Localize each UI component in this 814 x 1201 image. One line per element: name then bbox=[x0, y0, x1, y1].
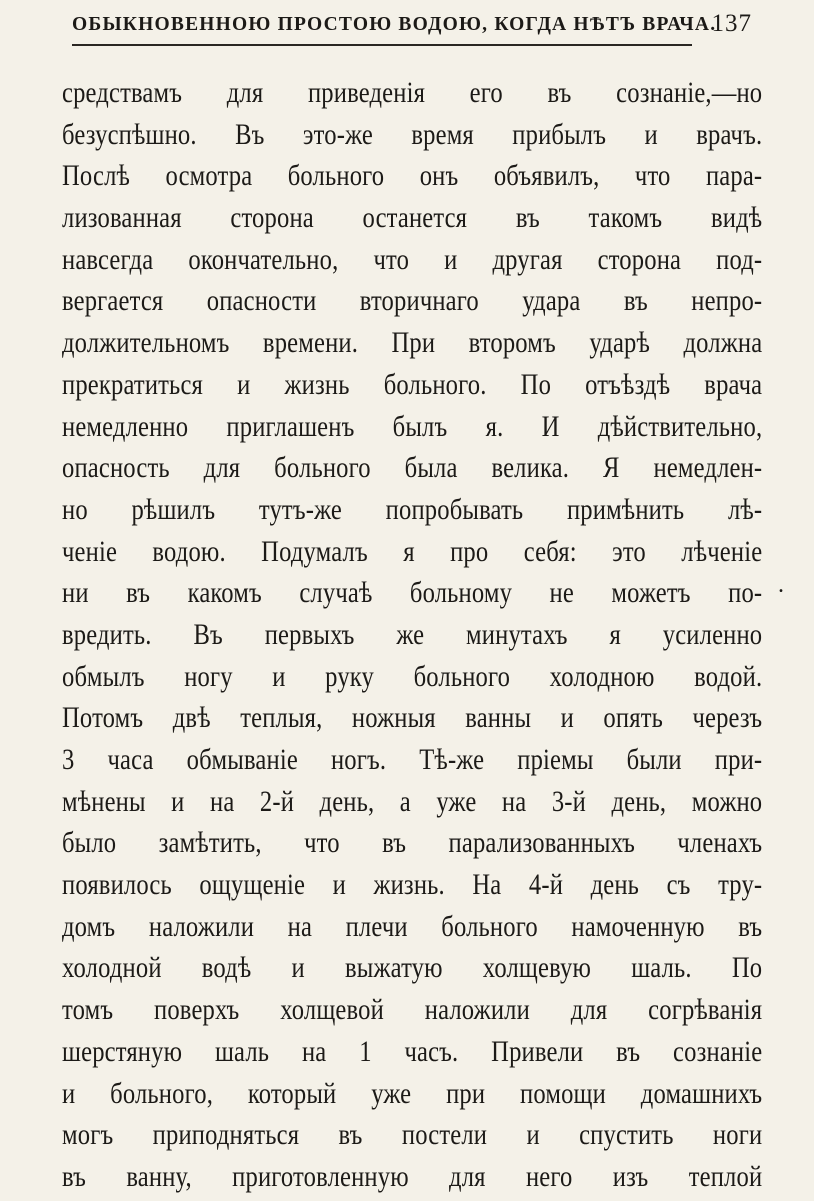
running-head bbox=[72, 10, 762, 44]
text-line: Потомъ двѣ теплыя, ножныя ванны и опять черезъ bbox=[62, 701, 763, 735]
text-line: холодной водѣ и выжатую холщевую шаль. По bbox=[62, 951, 763, 985]
text-line: Послѣ осмотра больного онъ объявилъ, что пара- bbox=[62, 159, 763, 193]
text-line: лизованная сторона останется въ такомъ видѣ bbox=[62, 201, 763, 235]
header-rule bbox=[72, 44, 692, 46]
text-line: могъ приподняться въ постели и спустить ноги bbox=[62, 1118, 763, 1152]
text-line: домъ наложили на плечи больного намоченную въ bbox=[62, 909, 763, 943]
margin-mark: . bbox=[778, 572, 784, 598]
text-line: мѣнены и на 2-й день, а уже на 3-й день, можно bbox=[62, 784, 763, 818]
text-line: безуспѣшно. Въ это-же время прибылъ и врачъ. bbox=[62, 117, 763, 151]
text-line: ченіе водою. Подумалъ я про себя: это лѣченіе bbox=[62, 534, 763, 568]
body-text bbox=[62, 72, 762, 1198]
text-line: должительномъ времени. При второмъ ударѣ должна bbox=[62, 326, 763, 360]
text-line: въ ванну, приготовленную для него изъ теплой bbox=[62, 1159, 763, 1193]
text-line: и больного, который уже при помощи домашнихъ bbox=[62, 1076, 763, 1110]
text-line: опасность для больного была велика. Я немедлен- bbox=[62, 451, 763, 485]
text-line: немедленно приглашенъ былъ я. И дѣйствительно, bbox=[62, 409, 763, 443]
text-line: навсегда окончательно, что и другая сторона под- bbox=[62, 242, 763, 276]
text-line: обмылъ ногу и руку больного холодною водой. bbox=[62, 659, 763, 693]
text-line: вредить. Въ первыхъ же минутахъ я усиленно bbox=[62, 617, 763, 651]
page-number: 137 bbox=[711, 10, 752, 37]
text-line: 3 часа обмываніе ногъ. Тѣ-же пріемы были при- bbox=[62, 743, 763, 776]
text-line: томъ поверхъ холщевой наложили для согрѣванія bbox=[62, 993, 763, 1027]
text-line: ни въ какомъ случаѣ больному не можетъ по- bbox=[62, 576, 763, 610]
running-head-title: ОБЫКНОВЕННОЮ ПРОСТОЮ ВОДОЮ, КОГДА НѢТЪ ВРАЧА. bbox=[72, 14, 717, 35]
text-line: средствамъ для приведенія его въ сознаніе,—но bbox=[62, 76, 763, 109]
text-line: прекратиться и жизнь больного. По отъѣздѣ врача bbox=[62, 367, 763, 401]
text-line: вергается опасности вторичнаго удара въ непро- bbox=[62, 284, 763, 318]
text-line: появилось ощущеніе и жизнь. На 4-й день съ тру- bbox=[62, 868, 763, 902]
text-line: но рѣшилъ тутъ-же попробывать примѣнить лѣ- bbox=[62, 492, 763, 526]
text-line: было замѣтить, что въ парализованныхъ членахъ bbox=[62, 826, 763, 860]
text-line: шерстяную шаль на 1 часъ. Привели въ сознаніе bbox=[62, 1034, 763, 1068]
